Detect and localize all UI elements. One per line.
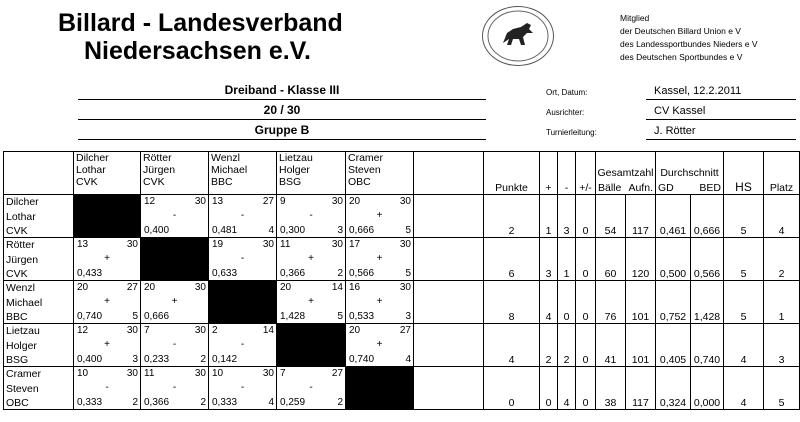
summary-minus: 3 [558, 195, 576, 238]
result-innings: 14 [262, 325, 274, 336]
summary-plus: 0 [540, 367, 558, 410]
place-date-value: Kassel, 12.2.2011 [654, 85, 742, 97]
result-cell [346, 281, 414, 324]
summary-punkte: 8 [484, 281, 540, 324]
result-points-scored: 9 [280, 196, 286, 207]
result-sign: - [172, 382, 177, 393]
result-points-scored: 7 [144, 325, 150, 336]
summary-hs: 4 [724, 324, 764, 367]
result-points-scored: 19 [212, 239, 224, 250]
summary-bed: 0,566 [691, 238, 724, 281]
summary-minus: 2 [558, 324, 576, 367]
result-cell-content [141, 367, 208, 409]
summary-punkte: 0 [484, 367, 540, 410]
summary-platz: 2 [764, 238, 800, 281]
result-innings: 30 [194, 196, 206, 207]
result-innings: 27 [331, 368, 343, 379]
result-cell [74, 238, 141, 281]
summary-plus: 4 [540, 281, 558, 324]
result-high-series: 5 [405, 268, 411, 279]
player-club: BSG [6, 354, 29, 366]
result-cell-content [277, 367, 345, 409]
player-first: Dilcher [76, 152, 109, 164]
result-points-scored: 11 [144, 368, 155, 379]
result-average: 0,333 [212, 397, 238, 408]
player-first: Rötter [143, 152, 172, 164]
header-plus: + [540, 152, 558, 195]
result-average: 0,666 [144, 311, 170, 322]
player-second: Jürgen [6, 254, 39, 266]
header-plusminus: +/- [576, 152, 596, 195]
header-baelle: Bälle [598, 182, 622, 194]
result-sign: + [376, 210, 383, 221]
header-punkte: Punkte [484, 152, 540, 195]
result-innings: 30 [399, 282, 411, 293]
row-player-name [4, 281, 74, 324]
result-innings: 30 [126, 368, 138, 379]
summary-pm: 0 [576, 281, 596, 324]
competition-header [78, 80, 486, 140]
result-points-scored: 20 [349, 325, 361, 336]
table-row [4, 324, 800, 367]
result-sign: - [240, 210, 245, 221]
organizer-label: Ausrichter: [546, 108, 585, 117]
result-cell-content [346, 324, 413, 366]
player-first: Wenzl [6, 282, 35, 294]
empty-cell [414, 281, 484, 324]
header-gd: GD [658, 182, 674, 194]
result-high-series: 4 [405, 354, 411, 365]
result-cell-content [209, 238, 276, 280]
result-high-series: 3 [405, 311, 411, 322]
player-second: Steven [6, 383, 39, 395]
discipline: Dreiband - Klasse III [78, 80, 486, 100]
header-gesamtzahl-label: Gesamtzahl [597, 167, 654, 179]
result-sign: + [376, 339, 383, 350]
summary-minus: 1 [558, 238, 576, 281]
player-club: CVK [76, 176, 98, 188]
result-cell [209, 367, 277, 410]
result-cell [277, 367, 346, 410]
summary-plus: 3 [540, 238, 558, 281]
result-cell-content [209, 324, 276, 366]
summary-pm: 0 [576, 324, 596, 367]
result-sign: - [240, 339, 245, 350]
result-high-series: 2 [200, 397, 206, 408]
result-cell-content [141, 195, 208, 237]
result-sign: + [104, 296, 110, 307]
summary-bed: 0,740 [691, 324, 724, 367]
result-innings: 30 [262, 368, 274, 379]
result-high-series: 4 [268, 397, 274, 408]
result-innings: 30 [194, 368, 206, 379]
result-cell [346, 324, 414, 367]
result-cell-content [141, 281, 208, 323]
federation-title-line2: Niedersachsen e.V. [84, 37, 311, 65]
result-cell-content [74, 367, 140, 409]
result-points-scored: 11 [280, 239, 291, 250]
results-table [3, 151, 800, 410]
result-cell-content [74, 238, 140, 280]
summary-minus: 0 [558, 281, 576, 324]
table-row [4, 195, 800, 238]
player-club: CVK [6, 268, 28, 280]
result-innings: 30 [331, 196, 343, 207]
result-high-series: 2 [337, 268, 343, 279]
membership-line: der Deutschen Billard Union e V [620, 26, 741, 36]
result-average: 0,740 [77, 311, 103, 322]
result-high-series: 5 [405, 225, 411, 236]
summary-pm: 0 [576, 238, 596, 281]
summary-aufn: 101 [626, 281, 656, 324]
result-cell-content [277, 195, 345, 237]
empty-header-cell [414, 152, 484, 195]
summary-pm: 0 [576, 367, 596, 410]
result-points-scored: 20 [77, 282, 89, 293]
summary-gd: 0,461 [656, 195, 691, 238]
result-innings: 27 [262, 196, 274, 207]
result-cell [74, 324, 141, 367]
table-row [4, 367, 800, 410]
table-row [4, 238, 800, 281]
result-cell-content [74, 281, 140, 323]
result-high-series: 2 [200, 354, 206, 365]
player-first: Lietzau [6, 325, 40, 337]
result-innings: 30 [331, 239, 343, 250]
result-cell-content [209, 367, 276, 409]
result-cell [209, 238, 277, 281]
result-average: 0,366 [280, 268, 306, 279]
result-points-scored: 20 [280, 282, 292, 293]
row-player-name [4, 324, 74, 367]
result-sign: + [376, 253, 383, 264]
result-cell-content [346, 195, 413, 237]
player-club: OBC [348, 176, 371, 188]
summary-bed: 0,666 [691, 195, 724, 238]
player-first: Dilcher [6, 196, 39, 208]
federation-seal-logo [482, 6, 554, 66]
result-sign: + [104, 339, 110, 350]
result-sign: + [104, 253, 110, 264]
result-average: 0,366 [144, 397, 170, 408]
result-sign: - [240, 253, 245, 264]
result-points-scored: 12 [144, 196, 156, 207]
result-average: 0,333 [77, 397, 103, 408]
summary-platz: 3 [764, 324, 800, 367]
player-club: BSG [279, 176, 302, 188]
result-cell [277, 281, 346, 324]
result-points-scored: 13 [77, 239, 89, 250]
summary-platz: 1 [764, 281, 800, 324]
result-average: 0,300 [280, 225, 306, 236]
result-cell [141, 324, 209, 367]
result-average: 0,633 [212, 268, 238, 279]
result-cell [346, 238, 414, 281]
summary-gd: 0,405 [656, 324, 691, 367]
result-cell-content [346, 238, 413, 280]
result-high-series: 2 [132, 397, 138, 408]
result-sign: - [240, 382, 245, 393]
header-bed: BED [699, 182, 721, 194]
summary-plus: 2 [540, 324, 558, 367]
summary-baelle: 76 [596, 281, 626, 324]
result-average: 0,233 [144, 354, 170, 365]
result-cell [277, 195, 346, 238]
result-cell [209, 195, 277, 238]
player-first: Wenzl [211, 152, 240, 164]
summary-gd: 0,324 [656, 367, 691, 410]
result-points-scored: 2 [212, 325, 218, 336]
player-club: CVK [143, 176, 165, 188]
summary-platz: 4 [764, 195, 800, 238]
membership-line: Mitglied [620, 13, 650, 23]
membership-line: des Deutschen Sportbundes e V [620, 52, 743, 62]
distance: 20 / 30 [78, 100, 486, 120]
summary-aufn: 101 [626, 324, 656, 367]
row-player-name [4, 238, 74, 281]
blocked-cell [74, 195, 141, 238]
summary-hs: 5 [724, 195, 764, 238]
empty-cell [414, 367, 484, 410]
result-points-scored: 10 [77, 368, 89, 379]
result-sign: - [309, 382, 313, 393]
player-second: Michael [6, 297, 43, 309]
result-sign: - [105, 382, 109, 393]
result-high-series: 3 [132, 354, 138, 365]
player-first: Cramer [6, 368, 42, 380]
result-sign: + [171, 296, 178, 307]
result-innings: 30 [194, 325, 206, 336]
player-second: Michael [211, 164, 248, 176]
summary-baelle: 60 [596, 238, 626, 281]
player-first: Lietzau [279, 152, 313, 164]
result-cell-content [141, 324, 208, 366]
place-date-label: Ort, Datum: [546, 88, 588, 97]
result-sign: + [308, 296, 314, 307]
result-innings: 27 [126, 282, 138, 293]
player-club: BBC [6, 311, 28, 323]
result-cell [209, 324, 277, 367]
result-average: 0,533 [349, 311, 375, 322]
result-cell [141, 195, 209, 238]
result-average: 0,142 [212, 354, 238, 365]
result-points-scored: 20 [349, 196, 361, 207]
organizer-value: CV Kassel [654, 105, 706, 117]
header-hs: HS [724, 152, 764, 195]
result-high-series: 5 [132, 311, 138, 322]
result-cell [141, 281, 209, 324]
summary-aufn: 117 [626, 195, 656, 238]
player-second: Lothar [6, 211, 36, 223]
result-points-scored: 7 [280, 368, 286, 379]
result-sign: - [172, 339, 177, 350]
player-second: Jürgen [143, 164, 176, 176]
header-durchschnitt-label: Durchschnitt [660, 167, 719, 179]
result-sign: + [376, 296, 383, 307]
result-average: 0,566 [349, 268, 375, 279]
membership-line: des Landessportbundes Nieders e V [620, 39, 758, 49]
membership-note [620, 12, 758, 64]
result-cell [74, 281, 141, 324]
empty-cell [414, 195, 484, 238]
divider [646, 99, 796, 100]
summary-hs: 5 [724, 281, 764, 324]
header-platz: Platz [764, 152, 800, 195]
summary-bed: 0,000 [691, 367, 724, 410]
result-innings: 30 [399, 239, 411, 250]
result-innings: 27 [399, 325, 411, 336]
result-points-scored: 16 [349, 282, 361, 293]
result-innings: 14 [331, 282, 343, 293]
result-cell [141, 367, 209, 410]
summary-gd: 0,752 [656, 281, 691, 324]
result-points-scored: 17 [349, 239, 361, 250]
summary-plus: 1 [540, 195, 558, 238]
summary-baelle: 54 [596, 195, 626, 238]
header-minus: - [558, 152, 576, 195]
blocked-cell [277, 324, 346, 367]
result-average: 0,666 [349, 225, 375, 236]
summary-punkte: 4 [484, 324, 540, 367]
result-innings: 30 [262, 239, 274, 250]
result-average: 1,428 [280, 311, 306, 322]
player-club: BBC [211, 176, 233, 188]
summary-baelle: 41 [596, 324, 626, 367]
result-innings: 30 [194, 282, 206, 293]
result-cell-content [74, 324, 140, 366]
result-sign: - [172, 210, 177, 221]
federation-title-line1: Billard - Landesverband [58, 9, 343, 37]
player-second: Holger [279, 164, 310, 176]
result-cell [74, 367, 141, 410]
result-cell [277, 238, 346, 281]
column-player-header [346, 152, 414, 195]
divider [646, 139, 796, 140]
player-second: Steven [348, 164, 381, 176]
result-average: 0,433 [77, 268, 103, 279]
result-high-series: 4 [268, 225, 274, 236]
empty-cell [414, 238, 484, 281]
result-cell-content [346, 281, 413, 323]
result-cell-content [209, 195, 276, 237]
header-aufn: Aufn. [628, 182, 653, 194]
result-average: 0,400 [144, 225, 170, 236]
summary-hs: 4 [724, 367, 764, 410]
summary-minus: 4 [558, 367, 576, 410]
result-high-series: 3 [337, 225, 343, 236]
result-sign: + [308, 253, 314, 264]
divider [646, 119, 796, 120]
player-second: Lothar [76, 164, 106, 176]
result-points-scored: 12 [77, 325, 89, 336]
summary-hs: 5 [724, 238, 764, 281]
summary-bed: 1,428 [691, 281, 724, 324]
header-gesamtzahl [596, 152, 656, 195]
player-club: CVK [6, 225, 28, 237]
director-label: Turnierleitung: [546, 128, 597, 137]
result-average: 0,740 [349, 354, 375, 365]
player-first: Rötter [6, 239, 35, 251]
result-innings: 30 [399, 196, 411, 207]
result-average: 0,259 [280, 397, 306, 408]
table-row [4, 281, 800, 324]
result-points-scored: 10 [212, 368, 224, 379]
row-player-name [4, 367, 74, 410]
result-cell-content [277, 281, 345, 323]
result-average: 0,481 [212, 225, 238, 236]
result-cell-content [277, 238, 345, 280]
summary-punkte: 2 [484, 195, 540, 238]
result-cell [346, 195, 414, 238]
result-innings: 30 [126, 239, 138, 250]
result-innings: 30 [126, 325, 138, 336]
player-first: Cramer [348, 152, 384, 164]
summary-gd: 0,500 [656, 238, 691, 281]
result-average: 0,400 [77, 354, 103, 365]
row-player-name [4, 195, 74, 238]
director-value: J. Rötter [654, 125, 696, 137]
group: Gruppe B [78, 120, 486, 140]
header-durchschnitt [656, 152, 724, 195]
summary-punkte: 6 [484, 238, 540, 281]
column-player-header [74, 152, 141, 195]
summary-aufn: 117 [626, 367, 656, 410]
blocked-cell [346, 367, 414, 410]
column-player-header [277, 152, 346, 195]
column-player-header [209, 152, 277, 195]
player-club: OBC [6, 397, 29, 409]
result-points-scored: 13 [212, 196, 224, 207]
empty-cell [414, 324, 484, 367]
result-points-scored: 20 [144, 282, 156, 293]
summary-baelle: 38 [596, 367, 626, 410]
result-sign: - [309, 210, 313, 221]
column-player-header [141, 152, 209, 195]
result-high-series: 5 [337, 311, 343, 322]
blocked-cell [141, 238, 209, 281]
summary-platz: 5 [764, 367, 800, 410]
player-second: Holger [6, 340, 37, 352]
blocked-cell [209, 281, 277, 324]
summary-pm: 0 [576, 195, 596, 238]
summary-aufn: 120 [626, 238, 656, 281]
corner-cell [4, 152, 74, 195]
result-high-series: 2 [337, 397, 343, 408]
